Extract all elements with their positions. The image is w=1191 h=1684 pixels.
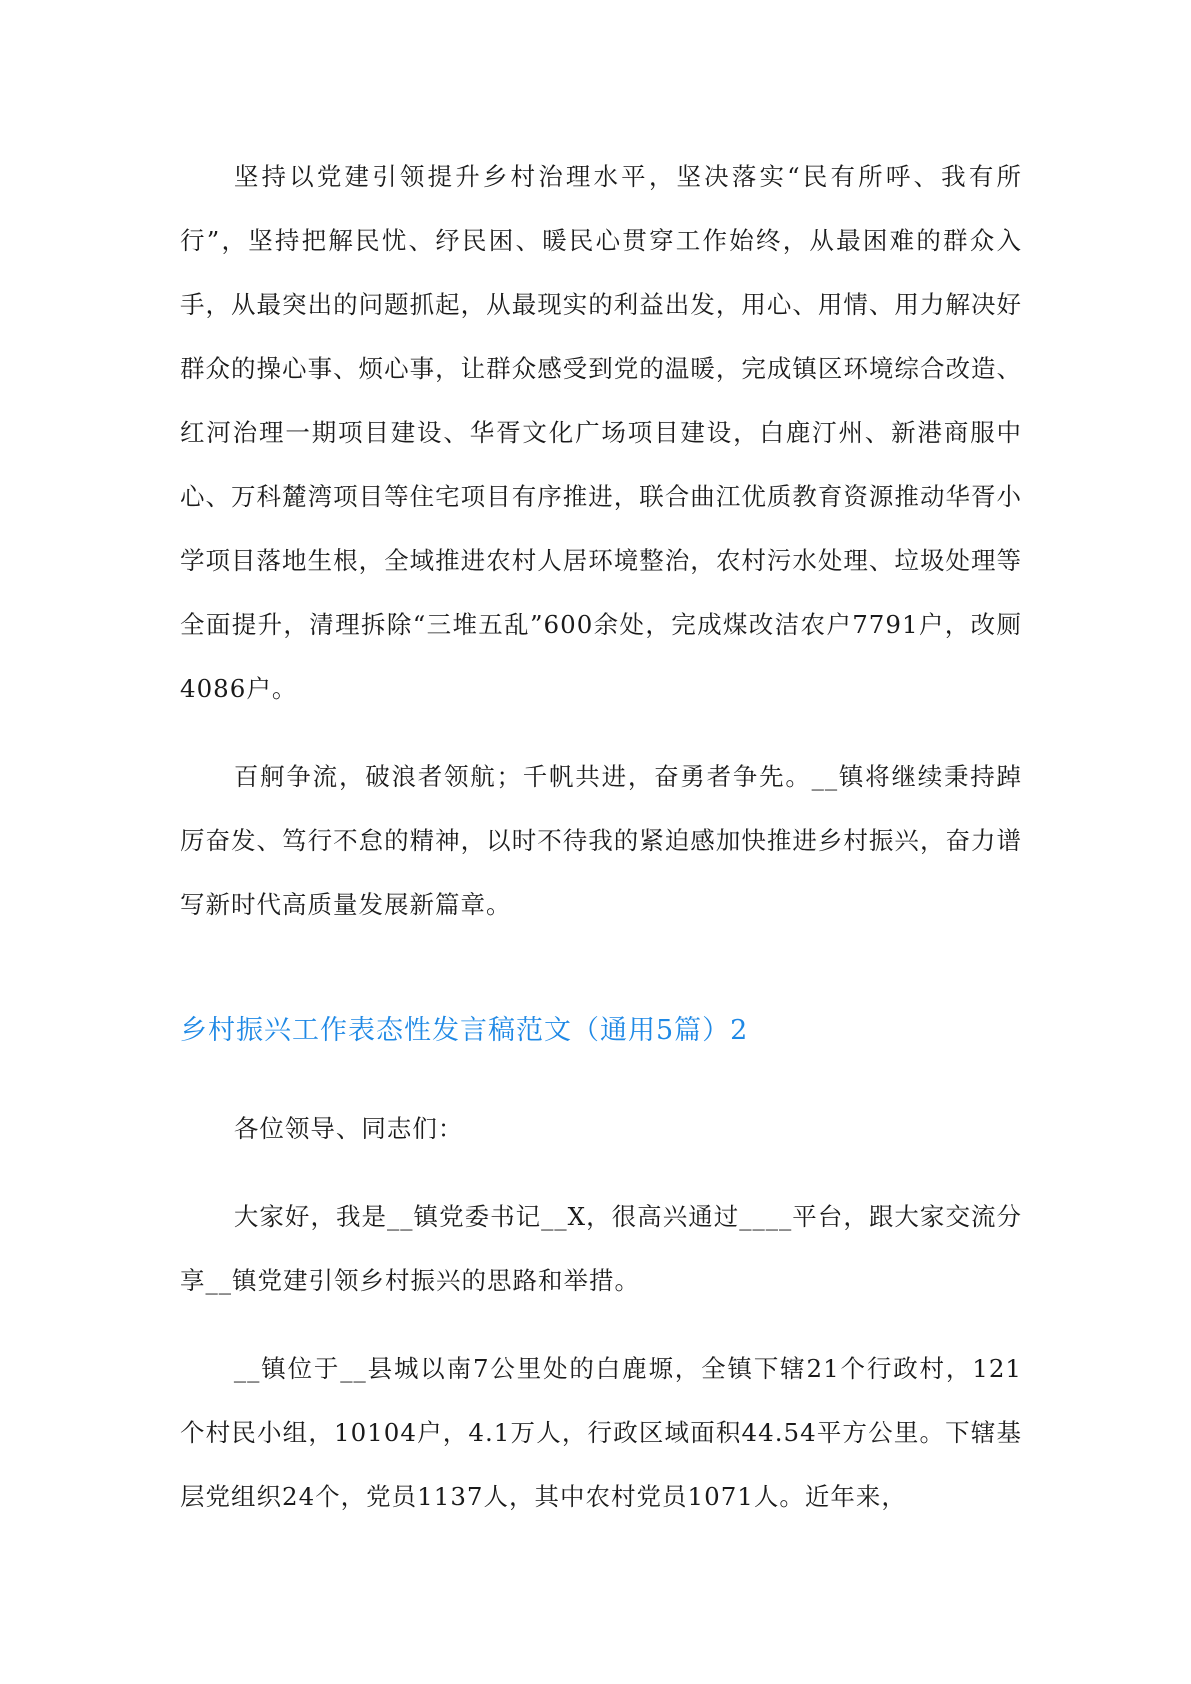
document-body bbox=[180, 145, 1022, 1529]
paragraph-greeting: 大家好，我是__镇党委书记__X，很高兴通过____平台，跟大家交流分享__镇党建引领乡村振兴的思路和举措。 bbox=[180, 1202, 1022, 1295]
paragraph-salutation: 各位领导、同志们： bbox=[233, 1114, 464, 1143]
paragraph-town-overview: __镇位于__县城以南7公里处的白鹿塬，全镇下辖21个行政村，121个村民小组，10104户，4.1万人，行政区域面积44.54平方公里。下辖基层党组织24个，党员1137人，其中农村党员1071人。近年来， bbox=[180, 1354, 1022, 1511]
section-heading: 乡村振兴工作表态性发言稿范文（通用5篇）2 bbox=[180, 1015, 749, 1046]
paragraph-closing: 百舸争流，破浪者领航；千帆共进，奋勇者争先。__镇将继续秉持踔厉奋发、笃行不怠的精神，以时不待我的紧迫感加快推进乡村振兴，奋力谱写新时代高质量发展新篇章。 bbox=[180, 762, 1022, 919]
paragraph-governance: 坚持以党建引领提升乡村治理水平，坚决落实“民有所呼、我有所行”，坚持把解民忧、纾民困、暖民心贯穿工作始终，从最困难的群众入手，从最突出的问题抓起，从最现实的利益出发，用心、用情、用力解决好群众的操心事、烦心事，让群众感受到党的温暖，完成镇区环境综合改造、红河治理一期项目建设、华胥文化广场项目建设，白鹿汀州、新港商服中心、万科麓湾项目等住宅项目有序推进，联合曲江优质教育资源推动华胥小学项目落地生根，全域推进农村人居环境整治，农村污水处理、垃圾处理等全面提升，清理拆除“三堆五乱”600余处，完成煤改洁农户7791户，改厕4086户。 bbox=[180, 162, 1022, 703]
